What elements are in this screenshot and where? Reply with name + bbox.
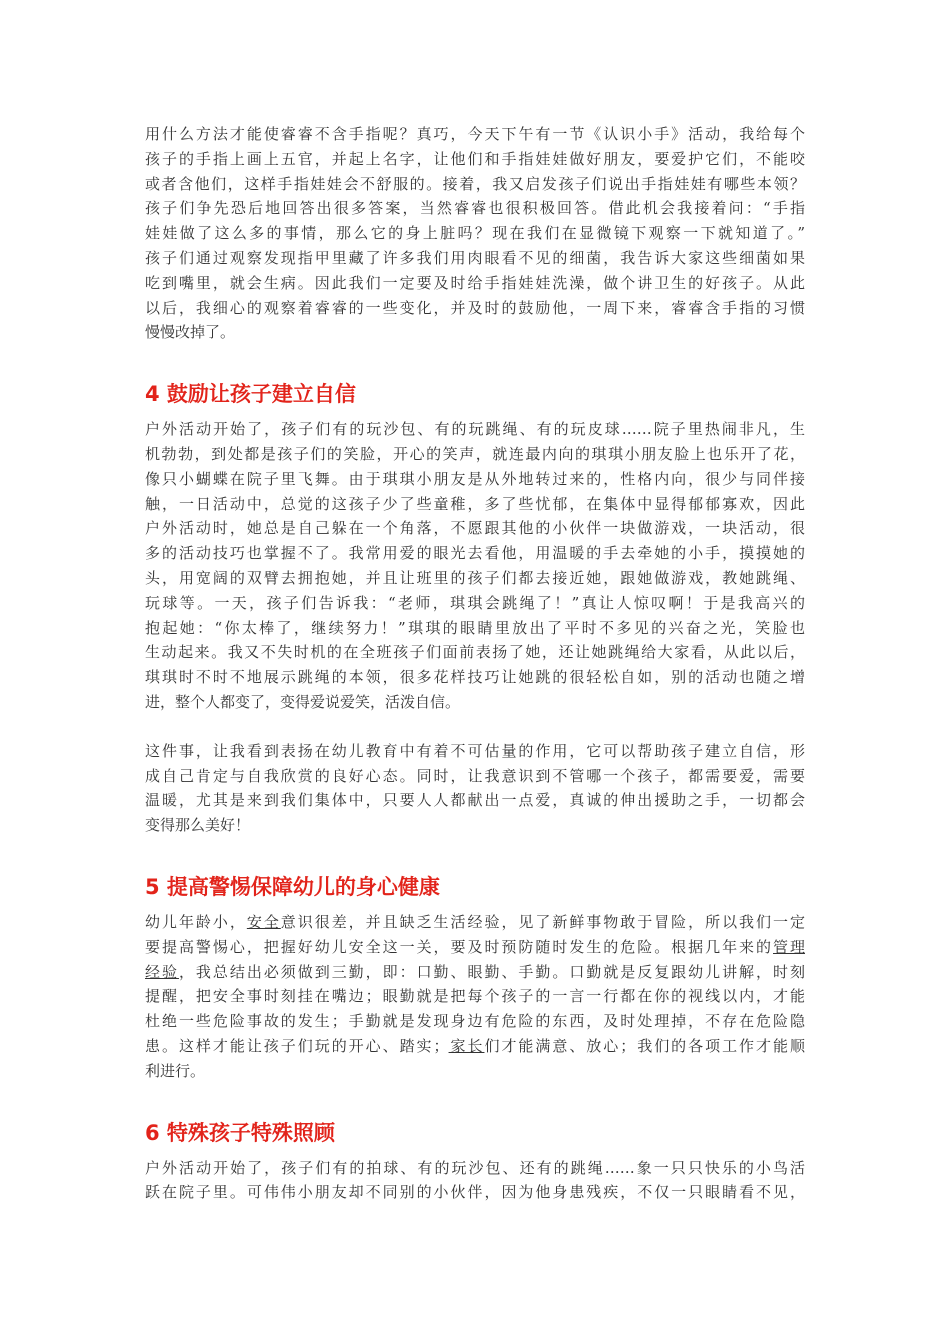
- section-heading-5: 5 提高警惕保障幼儿的身心健康: [145, 874, 440, 899]
- text-span: 患。这样才能让孩子们玩的开心、踏实；: [145, 1036, 449, 1055]
- text-line: 或者含他们，这样手指娃娃会不舒服的。接着，我又启发孩子们说出手指娃娃有哪些本领？: [145, 174, 805, 193]
- text-line: 触，一日活动中，总觉的这孩子少了些童稚，多了些忧郁，在集体中显得郁郁寡欢，因此: [145, 494, 805, 513]
- paragraph-special-child: [145, 1156, 805, 1206]
- text-line: 生动起来。我又不失时机的在全班孩子们面前表扬了她，还让她跳绳给大家看，从此以后，: [145, 643, 805, 662]
- text-line: 像只小蝴蝶在院子里飞舞。由于琪琪小朋友是从外地转过来的，性格内向，很少与同伴接: [145, 469, 805, 488]
- document-page: [145, 122, 805, 1205]
- section-heading-4: 4 鼓励让孩子建立自信: [145, 382, 356, 407]
- text-line: 这件事，让我看到表扬在幼儿教育中有着不可估量的作用，它可以帮助孩子建立自信，形: [145, 741, 805, 760]
- text-line: 娃娃做了这么多的事情，那么它的身上脏吗？现在我们在显微镜下观察一下就知道了。”: [145, 224, 805, 243]
- text-line: 吃到嘴里，就会生病。因此我们一定要及时给手指娃娃洗澡，做个讲卫生的好孩子。从此: [145, 273, 805, 292]
- text-line: 多的活动技巧也掌握不了。我常用爱的眼光去看他，用温暖的手去牵她的小手，摸摸她的: [145, 544, 805, 563]
- text-line: [145, 935, 805, 960]
- text-line: 成自己肯定与自我欣赏的良好心态。同时，让我意识到不管哪一个孩子，都需要爱，需要: [145, 766, 805, 785]
- text-line: 玩球等。一天，孩子们告诉我：“老师，琪琪会跳绳了！”真让人惊叹啊！于是我高兴的: [145, 593, 805, 612]
- link-experience[interactable]: 经验: [145, 962, 179, 981]
- text-line: 变得那么美好！: [145, 816, 251, 835]
- text-line: 孩子们通过观察发现指甲里藏了许多我们用肉眼看不见的细菌，我告诉大家这些细菌如果: [145, 248, 805, 267]
- link-management[interactable]: 管理: [773, 937, 805, 956]
- text-line: 户外活动开始了，孩子们有的玩沙包、有的玩跳绳、有的玩皮球……院子里热闹非凡，生: [145, 420, 805, 439]
- section-heading-6: 6 特殊孩子特殊照顾: [145, 1120, 335, 1145]
- paragraph-qiqi-story: [145, 417, 805, 715]
- text-line: 孩子们争先恐后地回答出很多答案，当然睿睿也很积极回答。借此机会我接着问：“手指: [145, 199, 805, 218]
- text-line: [145, 1034, 805, 1059]
- link-safety[interactable]: 安全: [246, 912, 281, 931]
- text-line: 户外活动时，她总是自己躲在一个角落，不愿跟其他的小伙伴一块做游戏，一块活动，很: [145, 519, 805, 538]
- text-line: 机勃勃，到处都是孩子们的笑脸，开心的笑声，就连最内向的琪琪小朋友脸上也乐开了花，: [145, 444, 805, 463]
- link-parents[interactable]: 家长: [448, 1036, 485, 1055]
- text-line: 抱起她：“你太棒了，继续努力！”琪琪的眼睛里放出了平时不多见的兴奋之光，笑脸也: [145, 618, 805, 637]
- text-line: 杜绝一些危险事故的发生；手勤就是发现身边有危险的东西，及时处理掉，不存在危险隐: [145, 1012, 805, 1031]
- text-line: 提醒，把安全事时刻挂在嘴边；眼勤就是把每个孩子的一言一行都在你的视线以内，才能: [145, 987, 805, 1006]
- text-line: 以后，我细心的观察着睿睿的一些变化，并及时的鼓励他，一周下来，睿睿含手指的习惯: [145, 298, 805, 317]
- text-span: 要提高警惕心，把握好幼儿安全这一关，要及时预防随时发生的危险。根据几年来的: [145, 937, 773, 956]
- paragraph-safety: [145, 910, 805, 1084]
- text-line: 进，整个人都变了，变得爱说爱笑，活泼自信。: [145, 692, 461, 711]
- text-span: ，我总结出必须做到三勤，即：口勤、眼勤、手勤。口勤就是反复跟幼儿讲解，时刻: [178, 962, 805, 981]
- text-line: 慢慢改掉了。: [145, 323, 236, 342]
- text-line: 头，用宽阔的双臂去拥抱她，并且让班里的孩子们都去接近她，跟她做游戏，教她跳绳、: [145, 568, 805, 587]
- text-line: 跃在院子里。可伟伟小朋友却不同别的小伙伴，因为他身患残疾，不仅一只眼睛看不见，: [145, 1183, 805, 1202]
- text-line: 户外活动开始了，孩子们有的拍球、有的玩沙包、还有的跳绳……象一只只快乐的小鸟活: [145, 1158, 805, 1177]
- text-span: 意识很差，并且缺乏生活经验，见了新鲜事物敢于冒险，所以我们一定: [280, 912, 805, 931]
- text-line: 利进行。: [145, 1061, 206, 1080]
- paragraph-thumb-sucking: [145, 122, 805, 345]
- paragraph-praise-reflection: [145, 739, 805, 838]
- text-line: [145, 910, 805, 935]
- text-span: 幼儿年龄小，: [145, 912, 247, 931]
- text-line: 温暖，尤其是来到我们集体中，只要人人都献出一点爱，真诚的伸出援助之手，一切都会: [145, 791, 805, 810]
- text-line: 琪琪时不时不地展示跳绳的本领，很多花样技巧让她跳的很轻松自如，别的活动也随之增: [145, 668, 805, 687]
- text-span: 们才能满意、放心；我们的各项工作才能顺: [484, 1036, 805, 1055]
- text-line: [145, 960, 805, 985]
- text-line: 孩子的手指上画上五官，并起上名字，让他们和手指娃娃做好朋友，要爱护它们，不能咬: [145, 149, 805, 168]
- text-line: 用什么方法才能使睿睿不含手指呢？真巧，今天下午有一节《认识小手》活动，我给每个: [145, 125, 805, 143]
